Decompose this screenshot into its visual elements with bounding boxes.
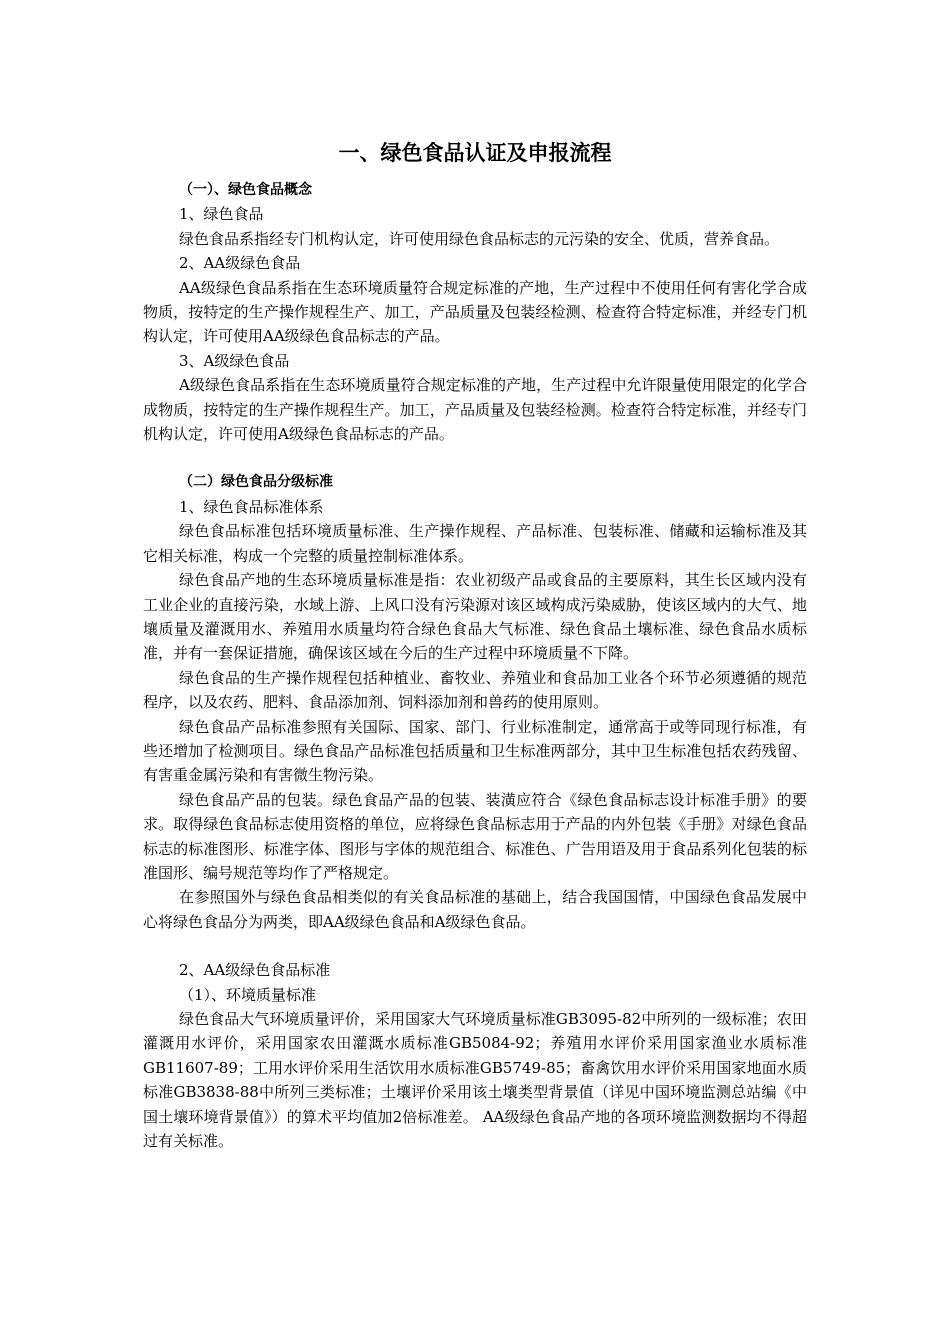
item-title: 2、AA级绿色食品: [179, 254, 301, 273]
paragraph: 绿色食品产品标准参照有关国际、国家、部门、行业标准制定，通常高于或等同现行标准，有些还增加了检测项目。绿色食品产品标准包括质量和卫生标准两部分，其中卫生标准包括农药残留、有害重金属污染和有害微生物污染。: [143, 717, 807, 785]
paragraph: 绿色食品系指经专门机构认定，许可使用绿色食品标志的元污染的安全、优质，营养食品。: [179, 229, 780, 248]
spacer: [143, 446, 807, 470]
paragraph: 在参照国外与绿色食品相类似的有关食品标准的基础上，结合我国国情，中国绿色食品发展中心将绿色食品分为两类，即AA级绿色食品和A级绿色食品。: [143, 888, 807, 931]
paragraph: 绿色食品标准包括环境质量标准、生产操作规程、产品标准、包装标准、储藏和运输标准及其它相关标准，构成一个完整的质量控制标准体系。: [143, 522, 807, 565]
item-title: 1、绿色食品: [179, 205, 264, 224]
paragraph: A级绿色食品系指在生态环境质量符合规定标准的产地，生产过程中允许限量使用限定的化学合成物质，按特定的生产操作规程生产。加工，产品质量及包装经检测。检查符合特定标准，并经专门机构认定，许可使用A级绿色食品标志的产品。: [143, 376, 807, 444]
item-title: 2、AA级绿色食品标准: [179, 961, 331, 980]
paragraph: 绿色食品大气环境质量评价，采用国家大气环境质量标准GB3095-82中所列的一级标准；农田灌溉用水评价，采用国家农田灌溉水质标准GB5084-92；养殖用水评价采用国家渔业水质标准GB11607-89；工用水评价采用生活饮用水质标准GB5749-85；畜禽饮用水评价采用国家地面水质标准GB3838-88中所列三类标准；土壤评价采用该土壤类型背景值（详见中国环境监测总站编《中国土壤环境背景值》）的算术平均值加2倍标准差。 AA级绿色食品产地的各项环境监测数据均不得超过有关标准。: [143, 1010, 807, 1151]
paragraph: 绿色食品产地的生态环境质量标准是指：农业初级产品或食品的主要原料，其生长区域内没有工业企业的直接污染，水域上游、上风口没有污染源对该区域构成污染威胁，使该区域内的大气、地壤质量及灌溉用水、养殖用水质量均符合绿色食品大气标准、绿色食品土壤标准、绿色食品水质标准，并有一套保证措施，确保该区域在今后的生产过程中环境质量不下降。: [143, 571, 807, 663]
item-title: 1、绿色食品标准体系: [179, 497, 324, 516]
document-body: [143, 138, 807, 1153]
spacer: [143, 934, 807, 958]
paragraph: 绿色食品的生产操作规程包括种植业、畜牧业、养殖业和食品加工业各个环节必须遵循的规范程序，以及农药、肥料、食品添加剂、饲料添加剂和兽药的使用原则。: [143, 668, 807, 712]
paragraph: 绿色食品产品的包装。绿色食品产品的包装、装潢应符合《绿色食品标志设计标准手册》的要求。取得绿色食品标志使用资格的单位，应将绿色食品标志用于产品的内外包装《手册》对绿色食品标志的标准图形、标准字体、图形与字体的规范组合、标准色、广告用语及用于食品系列化包装的标准国形、编号规范等均作了严格规定。: [143, 790, 807, 882]
page-title: 一、绿色食品认证及申报流程: [338, 141, 612, 165]
section-heading-concept: （一）、绿色食品概念: [179, 182, 312, 198]
paragraph: AA级绿色食品系指在生态环境质量符合规定标准的产地，生产过程中不使用任何有害化学合成物质，按特定的生产操作规程生产、加工，产品质量及包装经检测、检查符合特定标准，并经专门机构认定，许可使用AA级绿色食品标志的产品。: [143, 278, 807, 346]
subitem-title: （1）、环境质量标准: [179, 985, 317, 1004]
item-title: 3、A级绿色食品: [179, 351, 290, 370]
section-heading-standards: （二）绿色食品分级标准: [179, 474, 333, 491]
